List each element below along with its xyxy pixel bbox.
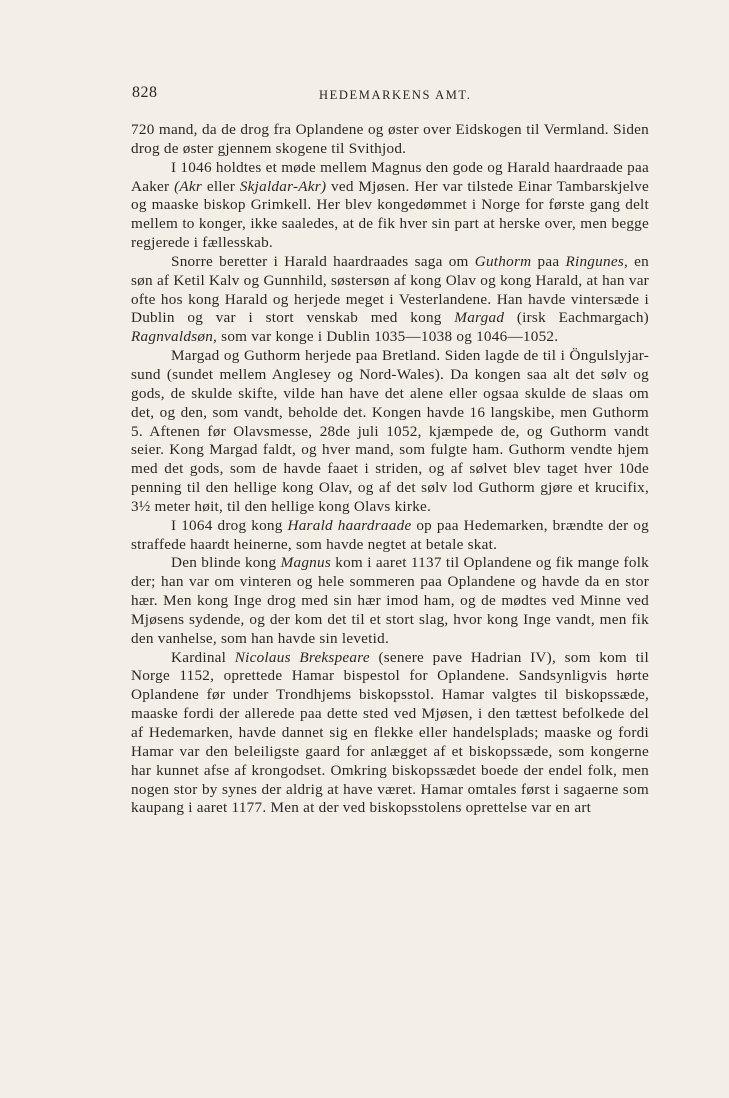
- italic-text: Magnus: [280, 554, 332, 572]
- text-run: Margad og Guthorm herjede paa Bretland. Siden lagde de til i Öngulslyjar-sund (sundet mellem Anglesey og Nord-Wales). Da kongen saa alt det sølv og gods, de skulde skifte, vilde han have det alene eller ogsaa skulde de slaas om det, og den, som vandt, beholde det. Kongen havde 16 langskibe, men Guthorm 5. Aftenen før Olavsmesse, 28de juli 1052, kjæmpede de, og Guthorm vandt seier. Kong Margad faldt, og hver mand, som fulgte ham. Guthorm vendte hjem med det gods, som de havde faaet i striden, og af sølvet blev taget hver 10de penning til den hellige kong Olav, og af det sølv lod Guthorm gjøre et krucifix, 3½ meter høit, til den hellige kong Olavs kirke.: [131, 347, 649, 515]
- text-run: Den blinde kong: [171, 554, 281, 572]
- text-run: kom i aaret 1137 til Oplandene og fik mange folk der; han var om vinteren og hele sommeren paa Oplandene og havde da en stor hær. Men kong Inge drog med sin hær imod ham, og de mødtes ved Minne ved Mjøsens sydende, og der kom det til et stort slag, hvor kong Inge vandt, men fik den vanhelse, som han havde sin levetid.: [131, 554, 650, 647]
- text-run: som var konge i Dublin 1035—1038 og 1046—1052.: [217, 328, 559, 346]
- italic-text: Ringunes,: [565, 252, 629, 270]
- text-run: Snorre beretter i Harald haardraades saga om: [171, 252, 475, 270]
- text-run: eller: [202, 177, 240, 195]
- italic-text: (Akr: [174, 177, 203, 195]
- italic-text: Skjaldar-Akr): [239, 177, 327, 195]
- paragraph: [131, 554, 649, 648]
- paragraph: [131, 121, 649, 159]
- page-header: [131, 84, 651, 106]
- text-run: I 1064 drog kong: [171, 516, 288, 534]
- italic-text: Ragnvaldsøn,: [131, 328, 218, 346]
- text-run: paa: [531, 252, 566, 270]
- text-run: (senere pave Hadrian IV), som kom til Norge 1152, oprettede Hamar bispestol for Oplandene. Sandsynligvis hørte Oplandene før under Trondhjems biskopsstol. Hamar valgtes til biskopssæde, maaske fordi der allerede paa dette sted ved Mjøsen, i den tættest befolkede del af Hedemarken, havde dannet sig en flekke eller handelsplads; maaske og fordi Hamar var den beleiligste gaard for anlægget af et biskopssæde, som kongerne har kunnet afse af krongodset. Omkring biskopssædet boede der endel folk, men nogen stor by synes der aldrig at have været. Hamar omtales først i sagaerne som kaupang i aaret 1177. Men at der ved biskopsstolens oprettelse var en art: [131, 648, 649, 817]
- text-run: (irsk Eachmargach): [504, 309, 649, 327]
- paragraph: [131, 159, 649, 253]
- italic-text: Margad: [454, 309, 505, 327]
- text-run: en søn af Ketil Kalv og Gunnhild, søstersøn af kong Olav og kong Harald, at han var ofte hos kong Harald og herjede meget i Vesterlandene. Han havde vintersæde i Dublin og var i stort venskab med kong: [131, 252, 649, 327]
- text-run: ved Mjøsen. Her var tilstede Einar Tambarskjelve og maaske biskop Grimkell. Her blev kongedømmet i Norge for første gang delt mellem to konger, ikke saaledes, at de fik hver sin part at herske over, men begge regjerede i fællesskab.: [131, 177, 650, 252]
- text-run: I 1046 holdtes et møde mellem Magnus den gode og Harald haardraade paa Aaker: [131, 158, 649, 195]
- text-run: op paa Hedemarken, brændte der og straffede haardt heinerne, som havde negtet at betale skat.: [131, 516, 649, 553]
- page-number: 828: [132, 84, 158, 101]
- text-run: 720 mand, da de drog fra Oplandene og øster over Eidskogen til Vermland. Siden drog de øster gjennem skogene til Svithjod.: [131, 121, 649, 157]
- italic-text: Nicolaus Brekspeare: [234, 648, 370, 666]
- text-run: Kardinal: [171, 648, 235, 666]
- italic-text: Harald haardraade: [287, 516, 412, 534]
- running-title: HEDEMARKENS AMT.: [319, 88, 472, 102]
- paragraph: [131, 253, 649, 347]
- paragraph: [131, 649, 649, 819]
- body-text: [131, 121, 649, 818]
- paragraph: [131, 347, 649, 517]
- italic-text: Guthorm: [474, 252, 532, 270]
- paragraph: [131, 517, 649, 555]
